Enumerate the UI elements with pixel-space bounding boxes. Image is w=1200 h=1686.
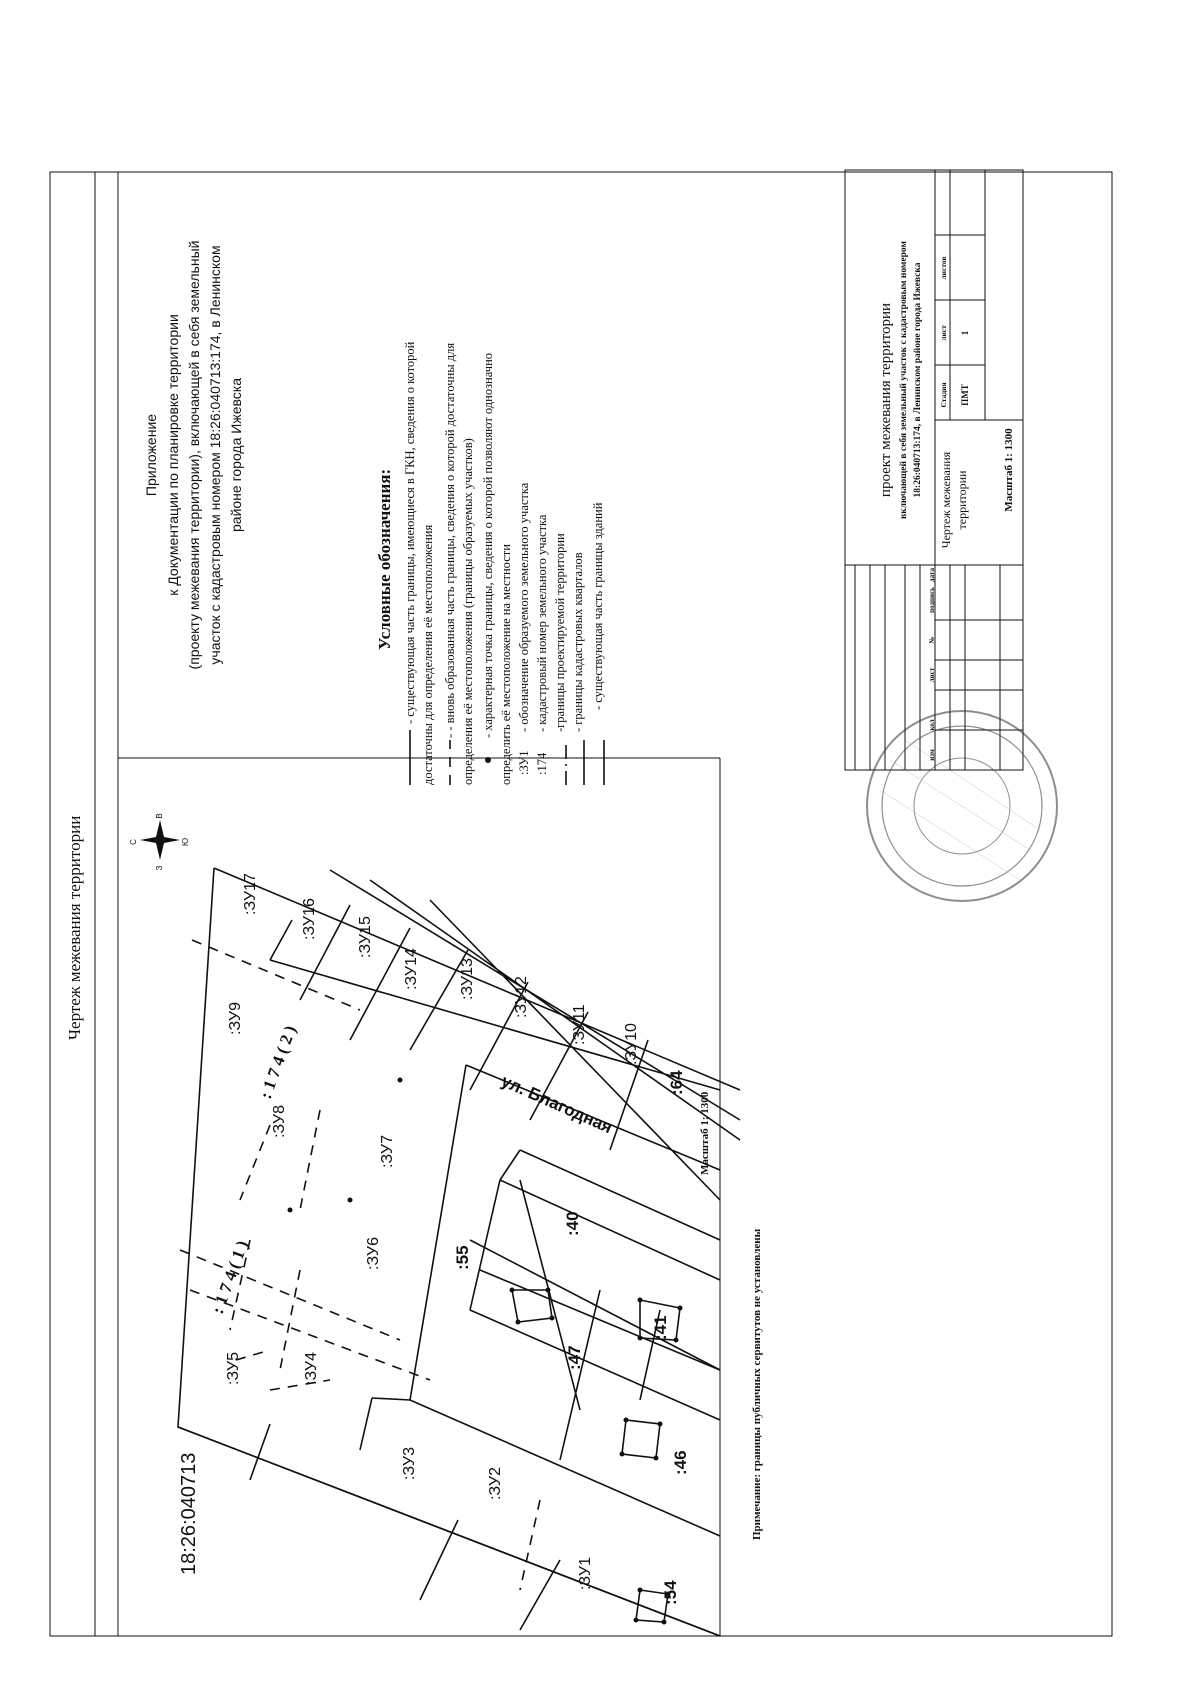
- tb-col-list: лист: [928, 667, 936, 683]
- legend-sample-num: :174: [535, 752, 549, 775]
- plot-label-zu11: :ЗУ11: [571, 1004, 588, 1045]
- appendix-line-5: районе города Ижевска: [228, 378, 244, 532]
- building-footprint-46: [622, 1420, 660, 1458]
- plot-label-zu2: :ЗУ2: [487, 1467, 504, 1500]
- parcel-label-40: :40: [563, 1211, 582, 1236]
- plot-label-zu7: :ЗУ7: [379, 1135, 396, 1168]
- plot-label-zu5: :ЗУ5: [225, 1352, 242, 1385]
- compass-west: З: [155, 865, 164, 871]
- plot-label-zu8: :ЗУ8: [271, 1105, 288, 1138]
- parcel-label-41: :41: [651, 1315, 670, 1340]
- tb-col-ndoc: №: [928, 636, 936, 644]
- sheet-title: Чертеж межевания территории: [65, 815, 84, 1040]
- compass-east: В: [155, 813, 164, 819]
- compass-south: Ю: [181, 837, 190, 847]
- official-stamp: [867, 711, 1057, 901]
- parcel-label-47: :47: [565, 1345, 584, 1370]
- legend-line-1: - существующая часть границы, имеющиеся в ГКН, сведения о которой: [403, 341, 417, 724]
- street-label: ул. Благодная: [498, 1071, 616, 1138]
- compass-rose: [129, 813, 190, 870]
- plot-label-zu16: :ЗУ16: [301, 898, 318, 940]
- compass-arrow-icon: [140, 820, 180, 860]
- legend-line-6: определить её местоположение на местности: [499, 544, 513, 785]
- legend-line-3: - - вновь образованная часть границы, сведения о которой достаточны для: [443, 342, 457, 738]
- plot-label-zu14: :ЗУ14: [403, 948, 420, 990]
- cadastral-map: [118, 758, 740, 1636]
- legend-line-11: - существующая часть границы зданий: [591, 502, 605, 710]
- parcel-label-54: :54: [661, 1580, 680, 1605]
- tb-subtitle-1: включающей в себя земельный участок с кадастровым номером: [899, 241, 909, 519]
- legend-line-10: - границы кадастровых кварталов: [571, 552, 585, 732]
- characteristic-points: [288, 1078, 683, 1625]
- parcel-label-64: :64: [667, 1070, 686, 1095]
- legend-line-5: - характерная точка границы, сведения о которой позволяют однозначно: [481, 352, 495, 738]
- plot-label-zu13: :ЗУ13: [459, 958, 476, 1000]
- legend-title: Условные обозначения:: [375, 468, 394, 650]
- legend-sample-zu: :ЗУ1: [517, 750, 531, 775]
- tb-col-date: дата: [928, 568, 936, 582]
- legend-line-8: - кадастровый номер земельного участка: [535, 514, 549, 732]
- legend-line-7: - обозначение образуемого земельного участка: [517, 482, 531, 732]
- plot-dividers-solid: [250, 905, 648, 1630]
- parcel-label-55: :55: [453, 1245, 472, 1270]
- tb-col-kol: кол: [928, 719, 936, 731]
- tb-sheets-header: листов: [939, 256, 948, 280]
- compass-north: С: [129, 839, 138, 845]
- tb-col-izm: изм: [928, 749, 936, 761]
- parcel-174-part1-label: : 1 7 4 ( 1 ): [207, 1237, 252, 1317]
- tb-scale: Масштаб 1: 1300: [1003, 428, 1015, 512]
- tb-drawing-name-1: Чертеж межевания: [939, 451, 953, 549]
- plot-label-zu4: :ЗУ4: [303, 1352, 320, 1385]
- tb-project-title: проект межевания территории: [878, 302, 894, 498]
- plot-label-zu9: :ЗУ9: [227, 1002, 244, 1035]
- parcel-174-part2-label: : 1 7 4 ( 2 ): [255, 1022, 300, 1102]
- plot-label-zu17: :ЗУ17: [242, 873, 259, 915]
- servitude-note: Примечание: границы публичных сервитутов не установлены: [751, 1228, 763, 1540]
- plot-label-zu10: :ЗУ10: [623, 1023, 640, 1065]
- tb-subtitle-2: 18:26:040713:174, в Ленинском районе города Ижевска: [913, 262, 923, 498]
- title-block: [845, 170, 1023, 770]
- plot-label-zu3: :ЗУ3: [401, 1447, 418, 1480]
- plot-label-zu15: :ЗУ15: [357, 916, 374, 958]
- plot-label-zu1: :ЗУ1: [577, 1557, 594, 1590]
- tb-sheet-header: лист: [939, 325, 948, 341]
- parcel-label-46: :46: [671, 1450, 690, 1475]
- appendix-line-3: (проекту межевания территории), включающей в себя земельный: [186, 240, 202, 670]
- legend-line-2: достаточны для определения её местоположения: [421, 524, 435, 785]
- legend-line-9: -границы проектируемой территории: [553, 533, 567, 732]
- legend: [375, 341, 605, 785]
- legend-line-4: определения её местоположения (границы образуемых участков): [461, 438, 475, 785]
- plot-label-zu12: :ЗУ12: [513, 976, 530, 1018]
- tb-sheet-value: 1: [960, 330, 970, 336]
- appendix-line-4: участок с кадастровым номером 18:26:040713:174, в Ленинском: [207, 245, 223, 665]
- tb-stage-header: Стадия: [939, 382, 948, 408]
- appendix-line-2: к Документации по планировке территории: [165, 314, 181, 596]
- appendix-line-1: Приложение: [143, 413, 159, 497]
- map-scale-label: Масштаб 1: 1300: [699, 1091, 711, 1175]
- tb-stage-value: ПМТ: [960, 384, 970, 406]
- plot-label-zu6: :ЗУ6: [365, 1237, 382, 1270]
- appendix-text: [143, 241, 244, 670]
- building-footprint-47: [512, 1290, 552, 1322]
- quarter-number: 18:26:040713: [178, 1452, 200, 1575]
- tb-col-sign: подпись: [928, 587, 936, 613]
- tb-drawing-name-2: территории: [955, 470, 969, 530]
